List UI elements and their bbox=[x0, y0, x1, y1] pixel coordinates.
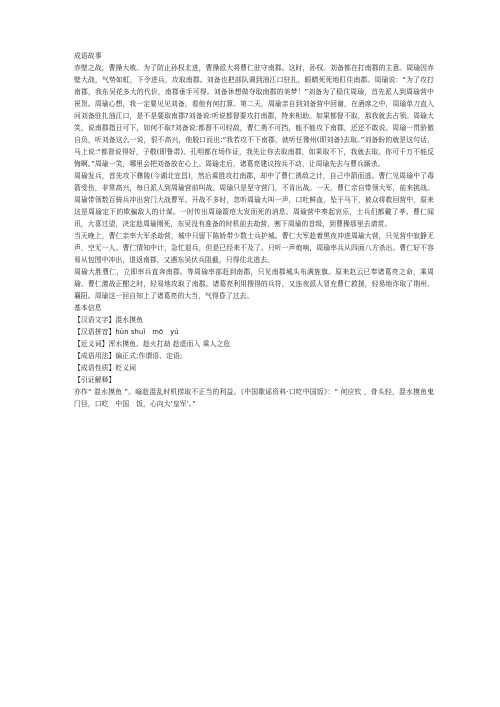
story-paragraph: 周瑜发兵，首先攻下彝陵(今湖北宜昌)，然后乘胜攻打南郡，却中了曹仁诱敌之计，自己中箭而逃。曹仁见周瑜中了毒箭受伤，非常高兴，每日派人到周瑜营前叫战。周瑜只是坚守营门，不肯出战。一天，曹仁亲自带领大军，前来挑战。周瑜带领数百骑兵冲出营门大战曹军。开战不多时，忽听周瑜大叫一声，口吐鲜血，坠于马下，被众将救回营中，原来这是周瑜定下的欺骗敌人的计谋。一时传出周瑜箭疮大发而死的消息。周瑜营中奏起哀乐，士兵们都戴了孝。曹仁闻讯，大喜过望，决定趁周瑜刚死，东吴没有准备的时机前去劫营，割下周瑜的首级，到曹操那里去请赏。 bbox=[74, 172, 434, 228]
story-body bbox=[74, 62, 434, 302]
info-list bbox=[74, 314, 434, 410]
info-item-nature: 【成语性质】贬义词 bbox=[74, 364, 137, 372]
info-item-text: 【汉语文字】混水摸鱼 bbox=[74, 316, 143, 324]
info-item-citation-label: 【引证解释】 bbox=[74, 376, 116, 384]
info-item-pinyin: 【汉语拼音】hùn shuǐ mō yú bbox=[74, 328, 179, 336]
story-paragraph: 当天晚上，曹仁亲率大军杀劫营，城中只留下陈娇带少数士兵护城。曹仁大军趁着黑夜冲进周瑜大营，只见营中寂静无声，空无一人。曹仁情知中计，急忙退兵，但是已经来不及了。只听一声炮响，周瑜率兵从四面八方杀出。曹仁好不容易从包围中冲出，退返南郡，又遇东吴伏兵阻截，只得往北逃去。 bbox=[74, 232, 434, 264]
info-item-citation: 亦作“ 混水摸鱼 ”。喻趁混乱时机捞取不正当的利益。《中国歌谣资料·口吃中国饭》：“ 何应钦 ，骨头轻，混水摸鱼鬼门径，口吃 中国 饭，心向大‘皇军’。” bbox=[74, 388, 434, 408]
story-paragraph: 周瑜大胜曹仁，立即率兵直奔南郡。等周瑜率部赶到南郡，只见南郡城头布满旌旗。原来赵云已奉诸葛亮之命，乘周瑜、曹仁激战正酣之时，轻易地攻取了南郡。诸葛亮利用搜得的兵符，又连夜派人冒充曹仁救援，轻易地诈取了荆州、襄阳。周瑜这一回自知上了诸葛亮的大当，气得昏了过去。 bbox=[74, 268, 434, 300]
info-item-usage: 【成语用法】偏正式;作谓语、定语; bbox=[74, 352, 183, 360]
document-page bbox=[74, 50, 434, 410]
story-paragraph: 赤壁之战，曹操大败。为了防止孙权北进，曹操派大将曹仁驻守南郡。这时，孙权、刘备都在打南郡的主意。周瑜因赤壁大战，气势如虹，下令进兵，攻取南郡。刘备也把部队调到油江口驻扎，眼睛死死地盯住南郡。周瑜说：“为了攻打南郡，我东吴花多大的代价，南郡垂手可得。刘备休想做夺取南郡的美梦！”刘备为了稳住周瑜，首先派人到周瑜营中祝贺。周瑜心想，我一定要见见刘备，看他有何打算。第二天，周瑜亲自到刘备营中回谢，在酒席之中，周瑜单刀直入问刘备驻扎油江口，是不是要取南郡?刘备说:听说都督要攻打南郡，特来相助。如果都督不取，那我就去占领。周瑜大笑，说南郡指日可下，如何不取?刘备说:都督不可轻敌，曹仁勇不可挡，能不能攻下南郡，还还不敢说。周瑜一贯骄傲自负，听刘备这么一说，很不高兴，他脱口而出:“我若攻不下南郡，就听任豫州(即刘备)去取。”刘备盼的就是这句话，马上说:“都督说得好，子敬(即鲁肃)、孔明都在场作证，我先让你去取南郡，如果取不下，我就去取。你可千万不能反悔啊。”周瑜一笑，哪里会把刘备放在心上。周瑜走后，诸葛亮建议按兵不动，让周瑜先去与曹兵厮杀。 bbox=[74, 64, 434, 168]
document-title: 成语故事 bbox=[74, 52, 102, 60]
info-item-synonyms: 【近义词】浑水摸鱼、趁火打劫 趁虚而入 乘人之危 bbox=[74, 340, 231, 348]
info-heading: 基本信息 bbox=[74, 304, 102, 312]
